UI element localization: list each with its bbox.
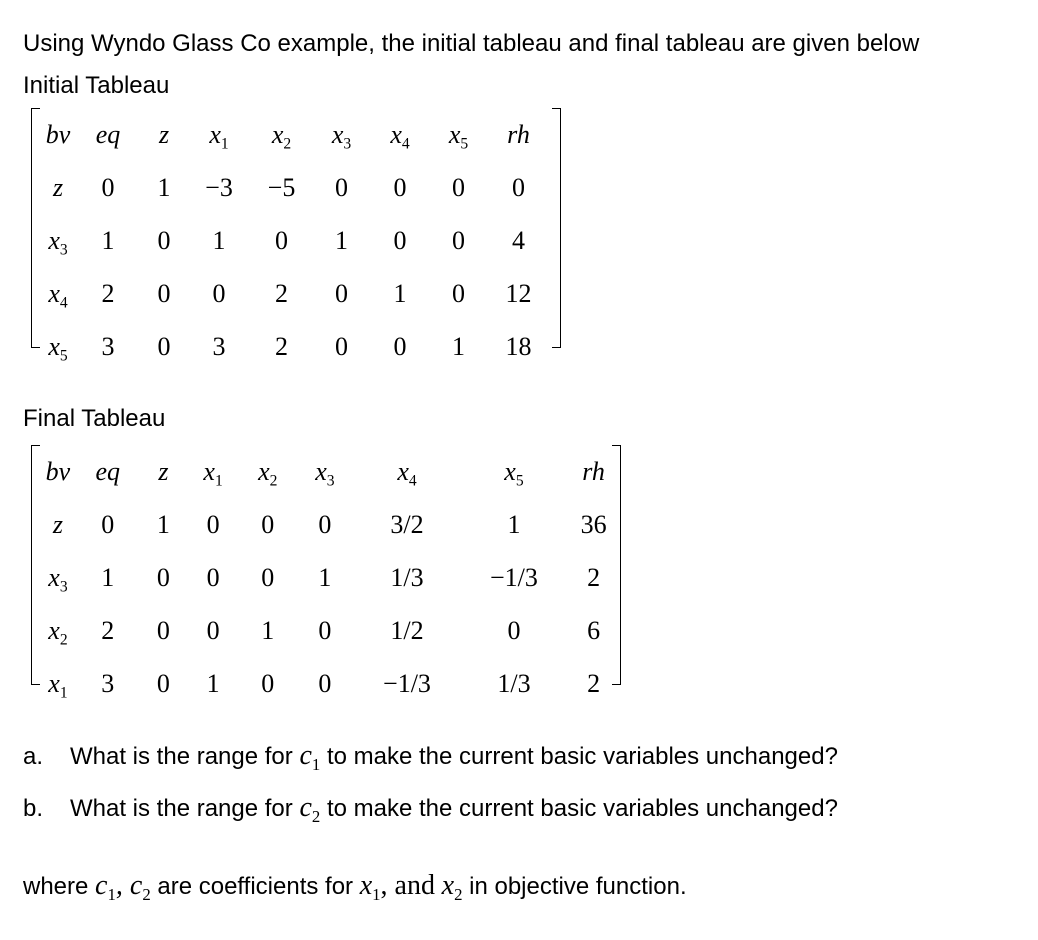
tableau-cell: 0 bbox=[206, 562, 220, 592]
tableau-cell: 0 bbox=[507, 615, 521, 645]
final-tableau-matrix bbox=[31, 445, 621, 701]
tableau-basic-variable: z bbox=[52, 172, 64, 202]
footnote-and: , and bbox=[380, 870, 435, 901]
tableau-header-row bbox=[39, 108, 551, 161]
tableau-cell: 0 bbox=[156, 668, 170, 698]
tableau-cell: 0 bbox=[206, 509, 220, 539]
tableau-cell: 2 bbox=[587, 668, 601, 698]
tableau-cell: 2 bbox=[275, 331, 288, 361]
tableau-basic-variable: $x_5$ bbox=[48, 331, 68, 364]
tableau-cell: 0 bbox=[156, 562, 170, 592]
tableau-cell: 1 bbox=[212, 225, 226, 255]
tableau-row bbox=[39, 604, 621, 657]
tableau-cell: 1/3 bbox=[390, 562, 424, 592]
tableau-cell: 1 bbox=[507, 509, 521, 539]
tableau-cell: 1/2 bbox=[390, 615, 424, 645]
tableau-cell: 0 bbox=[157, 225, 171, 255]
footnote bbox=[23, 870, 687, 902]
tableau-cell: 0 bbox=[512, 172, 525, 202]
question-a bbox=[23, 740, 838, 772]
tableau-header-cell: $x_4$ bbox=[390, 119, 410, 152]
tableau-cell: 0 bbox=[318, 509, 332, 539]
tableau-cell: 1 bbox=[393, 278, 407, 308]
tableau-cell: 1 bbox=[157, 172, 171, 202]
tableau-row bbox=[39, 161, 551, 214]
tableau-cell: −1/3 bbox=[383, 668, 431, 698]
final-tableau-body bbox=[39, 445, 621, 710]
question-label: a. bbox=[23, 743, 44, 770]
question-variable: $c_1$ bbox=[299, 740, 321, 774]
tableau-cell: 0 bbox=[212, 278, 226, 308]
tableau-cell: 0 bbox=[318, 668, 332, 698]
question-text: What is the range for bbox=[70, 743, 293, 770]
footnote-text: in objective function. bbox=[469, 873, 687, 900]
tableau-cell: 1 bbox=[156, 509, 170, 539]
initial-tableau-matrix bbox=[31, 108, 561, 364]
question-text: What is the range for bbox=[70, 795, 293, 822]
footnote-text: are coefficients for bbox=[157, 873, 354, 900]
final-tableau-table bbox=[39, 445, 621, 710]
tableau-header-cell: z bbox=[158, 456, 169, 486]
tableau-header-row bbox=[39, 445, 621, 498]
footnote-text: where bbox=[23, 873, 89, 900]
tableau-cell: 0 bbox=[261, 509, 275, 539]
tableau-cell: 1 bbox=[101, 562, 115, 592]
tableau-cell: 0 bbox=[261, 562, 275, 592]
initial-tableau-table bbox=[39, 108, 551, 373]
tableau-cell: 0 bbox=[318, 615, 332, 645]
tableau-cell: 1 bbox=[335, 225, 348, 255]
tableau-basic-variable: $x_4$ bbox=[48, 278, 68, 311]
right-bracket bbox=[552, 108, 561, 348]
tableau-cell: 2 bbox=[275, 278, 288, 308]
tableau-row bbox=[39, 551, 621, 604]
tableau-cell: −5 bbox=[267, 172, 296, 202]
tableau-basic-variable: $x_2$ bbox=[48, 615, 68, 648]
tableau-header-cell: $x_5$ bbox=[448, 119, 469, 152]
question-variable: $c_2$ bbox=[299, 792, 321, 826]
tableau-header-cell: $x_1$ bbox=[203, 456, 223, 489]
tableau-header-cell: eq bbox=[95, 119, 121, 149]
tableau-cell: 0 bbox=[101, 172, 115, 202]
tableau-basic-variable: $x_1$ bbox=[48, 668, 68, 701]
tableau-header-cell: $x_3$ bbox=[331, 119, 352, 152]
tableau-header-cell: eq bbox=[95, 456, 120, 486]
intro-text: Using Wyndo Glass Co example, the initial tableau and final tableau are given below bbox=[23, 30, 920, 57]
tableau-header-cell: $x_2$ bbox=[258, 456, 278, 489]
tableau-cell: 18 bbox=[505, 331, 532, 361]
tableau-cell: 0 bbox=[261, 668, 275, 698]
tableau-cell: 0 bbox=[393, 331, 407, 361]
final-tableau-heading: Final Tableau bbox=[23, 405, 166, 432]
tableau-header-cell: bv bbox=[45, 456, 71, 486]
tableau-row bbox=[39, 267, 551, 320]
question-text: to make the current basic variables unchanged? bbox=[326, 795, 838, 822]
footnote-variable-x1: $x_1$ bbox=[359, 870, 381, 904]
tableau-cell: 1 bbox=[261, 615, 275, 645]
tableau-basic-variable: $x_3$ bbox=[48, 225, 68, 258]
tableau-header-cell: $x_5$ bbox=[504, 456, 524, 489]
tableau-basic-variable: z bbox=[52, 509, 63, 539]
tableau-header-cell: rh bbox=[507, 119, 530, 149]
tableau-cell: 3 bbox=[212, 331, 226, 361]
tableau-cell: 1/3 bbox=[497, 668, 531, 698]
tableau-cell: 1 bbox=[318, 562, 332, 592]
tableau-header-cell: bv bbox=[45, 119, 71, 149]
tableau-header-cell: $x_4$ bbox=[397, 456, 417, 489]
tableau-row bbox=[39, 498, 621, 551]
tableau-cell: 2 bbox=[587, 562, 601, 592]
tableau-cell: 0 bbox=[206, 615, 220, 645]
tableau-cell: 6 bbox=[587, 615, 601, 645]
question-label: b. bbox=[23, 795, 44, 822]
tableau-header-cell: rh bbox=[582, 456, 605, 486]
tableau-header-cell: z bbox=[158, 119, 170, 149]
tableau-cell: 0 bbox=[452, 172, 465, 202]
tableau-cell: 36 bbox=[580, 509, 607, 539]
tableau-cell: 0 bbox=[393, 225, 407, 255]
tableau-row bbox=[39, 657, 621, 710]
tableau-cell: 3 bbox=[101, 331, 115, 361]
tableau-row bbox=[39, 214, 551, 267]
initial-tableau-heading: Initial Tableau bbox=[23, 72, 170, 99]
tableau-cell: 0 bbox=[393, 172, 407, 202]
tableau-cell: 3 bbox=[101, 668, 115, 698]
tableau-cell: 0 bbox=[335, 278, 348, 308]
tableau-cell: 2 bbox=[101, 278, 115, 308]
question-text: to make the current basic variables unchanged? bbox=[326, 743, 838, 770]
footnote-variable-x2: $x_2$ bbox=[441, 870, 463, 904]
tableau-cell: 0 bbox=[275, 225, 288, 255]
tableau-cell: 12 bbox=[505, 278, 532, 308]
question-b bbox=[23, 792, 838, 824]
tableau-row bbox=[39, 320, 551, 373]
tableau-cell: 0 bbox=[157, 331, 171, 361]
tableau-cell: −3 bbox=[205, 172, 233, 202]
footnote-coefficients: $c_1$, $c_2$ bbox=[95, 870, 151, 904]
tableau-cell: 1 bbox=[452, 331, 465, 361]
tableau-header-cell: $x_3$ bbox=[315, 456, 335, 489]
tableau-cell: 1 bbox=[206, 668, 220, 698]
tableau-cell: 3/2 bbox=[390, 509, 424, 539]
tableau-cell: −1/3 bbox=[490, 562, 538, 592]
tableau-cell: 4 bbox=[512, 225, 525, 255]
tableau-cell: 0 bbox=[335, 172, 348, 202]
tableau-cell: 0 bbox=[452, 225, 465, 255]
tableau-header-cell: $x_2$ bbox=[271, 119, 292, 152]
tableau-basic-variable: $x_3$ bbox=[48, 562, 68, 595]
tableau-cell: 1 bbox=[101, 225, 115, 255]
tableau-cell: 0 bbox=[452, 278, 465, 308]
initial-tableau-body bbox=[39, 108, 551, 373]
tableau-cell: 0 bbox=[335, 331, 348, 361]
tableau-header-cell: $x_1$ bbox=[209, 119, 229, 152]
tableau-cell: 0 bbox=[157, 278, 171, 308]
tableau-cell: 0 bbox=[101, 509, 115, 539]
tableau-cell: 2 bbox=[101, 615, 115, 645]
tableau-cell: 0 bbox=[156, 615, 170, 645]
